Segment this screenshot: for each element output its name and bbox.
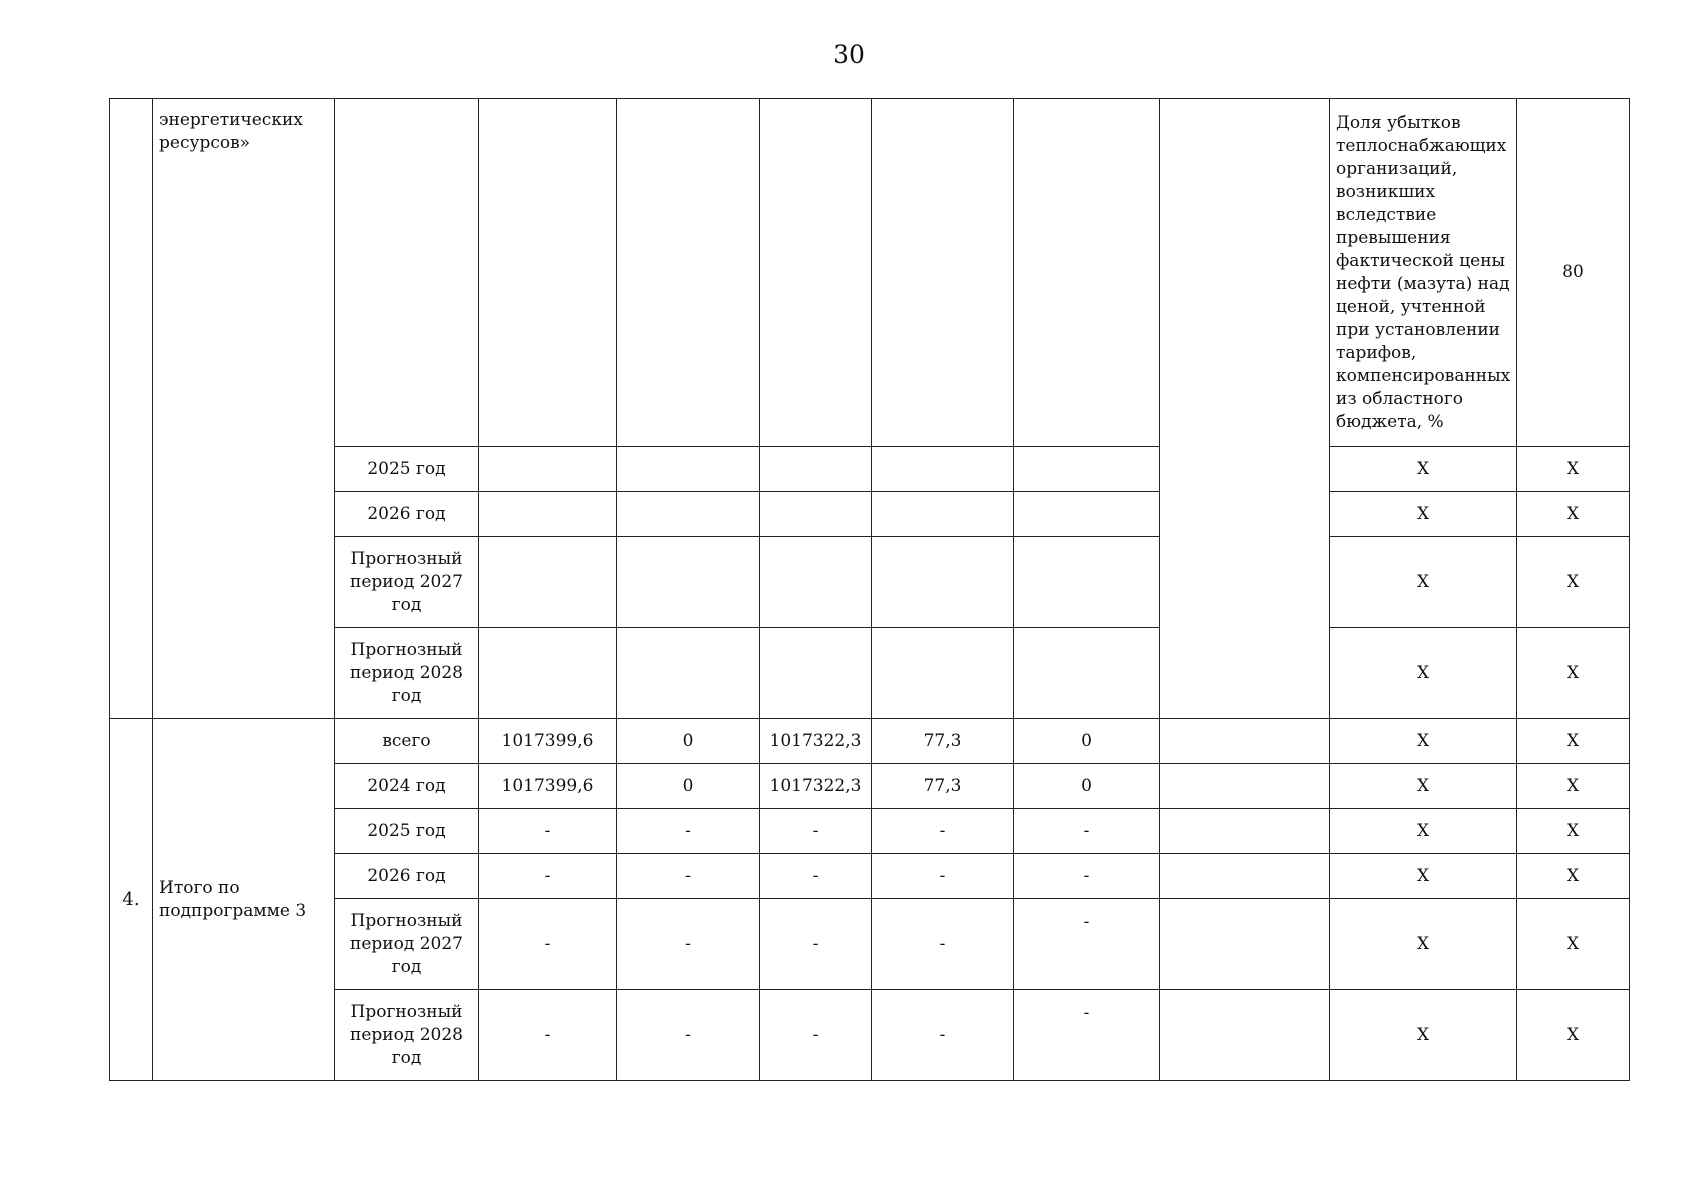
- page-number: 30: [833, 40, 865, 69]
- federal-cell: 0: [617, 764, 760, 809]
- indicator-value-cell: X: [1517, 809, 1630, 854]
- period-cell: всего: [335, 719, 479, 764]
- period-cell: Прогнозный период 2028 год: [335, 990, 479, 1081]
- event-name-cell: энергетических ресурсов»: [153, 99, 335, 719]
- value-cell: [479, 447, 617, 492]
- table-row: [110, 990, 1630, 1081]
- value-cell: [617, 628, 760, 719]
- value-cell: [872, 99, 1014, 447]
- table-row: [110, 447, 1630, 492]
- value-cell: [1014, 628, 1160, 719]
- value-cell: [479, 492, 617, 537]
- section-name-cell: Итого по подпрограмме 3: [153, 719, 335, 1081]
- table-row: [110, 99, 1630, 447]
- other-cell: -: [1014, 854, 1160, 899]
- other-cell: -: [1014, 990, 1160, 1081]
- federal-cell: 0: [617, 719, 760, 764]
- indicator-name-cell: X: [1330, 537, 1517, 628]
- other-cell: -: [1014, 809, 1160, 854]
- local-cell: 77,3: [872, 764, 1014, 809]
- indicator-name-cell: Доля убытков теплоснабжающих организаций, возникших вследствие превышения фактической цены нефти (мазута) над ценой, учтенной при установлении тарифов, компенсированных из областного бюджета, %: [1330, 99, 1517, 447]
- executor-cell: [1160, 809, 1330, 854]
- other-cell: 0: [1014, 764, 1160, 809]
- indicator-name-cell: X: [1330, 854, 1517, 899]
- indicator-value-cell: X: [1517, 899, 1630, 990]
- period-cell: Прогнозный период 2027 год: [335, 537, 479, 628]
- value-cell: [760, 492, 872, 537]
- total-cell: -: [479, 990, 617, 1081]
- indicator-value-cell: X: [1517, 628, 1630, 719]
- other-cell: 0: [1014, 719, 1160, 764]
- indicator-name-cell: X: [1330, 764, 1517, 809]
- table-row: [110, 719, 1630, 764]
- indicator-value-cell: X: [1517, 854, 1630, 899]
- executor-cell: [1160, 764, 1330, 809]
- executor-cell: [1160, 854, 1330, 899]
- table-row: [110, 764, 1630, 809]
- value-cell: [617, 99, 760, 447]
- indicator-value-cell: 80: [1517, 99, 1630, 447]
- value-cell: [479, 537, 617, 628]
- value-cell: [479, 628, 617, 719]
- value-cell: [1014, 492, 1160, 537]
- federal-cell: -: [617, 990, 760, 1081]
- period-cell: 2026 год: [335, 492, 479, 537]
- federal-cell: -: [617, 899, 760, 990]
- table-row: [110, 628, 1630, 719]
- total-cell: 1017399,6: [479, 764, 617, 809]
- local-cell: -: [872, 899, 1014, 990]
- period-cell: [335, 99, 479, 447]
- indicator-name-cell: X: [1330, 492, 1517, 537]
- value-cell: [1014, 537, 1160, 628]
- indicator-name-cell: X: [1330, 990, 1517, 1081]
- regional-cell: -: [760, 854, 872, 899]
- value-cell: [760, 537, 872, 628]
- regional-cell: 1017322,3: [760, 764, 872, 809]
- indicator-value-cell: X: [1517, 990, 1630, 1081]
- value-cell: [617, 447, 760, 492]
- other-cell: -: [1014, 899, 1160, 990]
- table-row: [110, 899, 1630, 990]
- value-cell: [872, 628, 1014, 719]
- local-cell: 77,3: [872, 719, 1014, 764]
- value-cell: [617, 492, 760, 537]
- value-cell: [872, 492, 1014, 537]
- local-cell: -: [872, 809, 1014, 854]
- indicator-value-cell: X: [1517, 447, 1630, 492]
- regional-cell: -: [760, 899, 872, 990]
- federal-cell: -: [617, 854, 760, 899]
- value-cell: [760, 628, 872, 719]
- executor-cell: [1160, 719, 1330, 764]
- table-row: [110, 537, 1630, 628]
- indicator-name-cell: X: [1330, 719, 1517, 764]
- period-cell: Прогнозный период 2028 год: [335, 628, 479, 719]
- program-funding-table: [109, 98, 1630, 1081]
- indicator-value-cell: X: [1517, 537, 1630, 628]
- executor-cell: [1160, 899, 1330, 990]
- executor-cell: [1160, 99, 1330, 719]
- value-cell: [760, 447, 872, 492]
- total-cell: -: [479, 809, 617, 854]
- indicator-name-cell: X: [1330, 447, 1517, 492]
- period-cell: 2025 год: [335, 809, 479, 854]
- indicator-name-cell: X: [1330, 628, 1517, 719]
- indicator-value-cell: X: [1517, 492, 1630, 537]
- period-cell: Прогнозный период 2027 год: [335, 899, 479, 990]
- table-row: [110, 809, 1630, 854]
- indicator-value-cell: X: [1517, 719, 1630, 764]
- value-cell: [872, 537, 1014, 628]
- period-cell: 2026 год: [335, 854, 479, 899]
- indicator-value-cell: X: [1517, 764, 1630, 809]
- value-cell: [872, 447, 1014, 492]
- value-cell: [1014, 447, 1160, 492]
- executor-cell: [1160, 990, 1330, 1081]
- regional-cell: 1017322,3: [760, 719, 872, 764]
- table-row: [110, 854, 1630, 899]
- value-cell: [617, 537, 760, 628]
- total-cell: -: [479, 854, 617, 899]
- indicator-name-cell: X: [1330, 899, 1517, 990]
- total-cell: 1017399,6: [479, 719, 617, 764]
- regional-cell: -: [760, 990, 872, 1081]
- period-cell: 2024 год: [335, 764, 479, 809]
- value-cell: [1014, 99, 1160, 447]
- period-cell: 2025 год: [335, 447, 479, 492]
- value-cell: [760, 99, 872, 447]
- federal-cell: -: [617, 809, 760, 854]
- table-row: [110, 492, 1630, 537]
- local-cell: -: [872, 990, 1014, 1081]
- number-cell: [110, 99, 153, 719]
- value-cell: [479, 99, 617, 447]
- indicator-name-cell: X: [1330, 809, 1517, 854]
- section-number-cell: 4.: [110, 719, 153, 1081]
- total-cell: -: [479, 899, 617, 990]
- regional-cell: -: [760, 809, 872, 854]
- local-cell: -: [872, 854, 1014, 899]
